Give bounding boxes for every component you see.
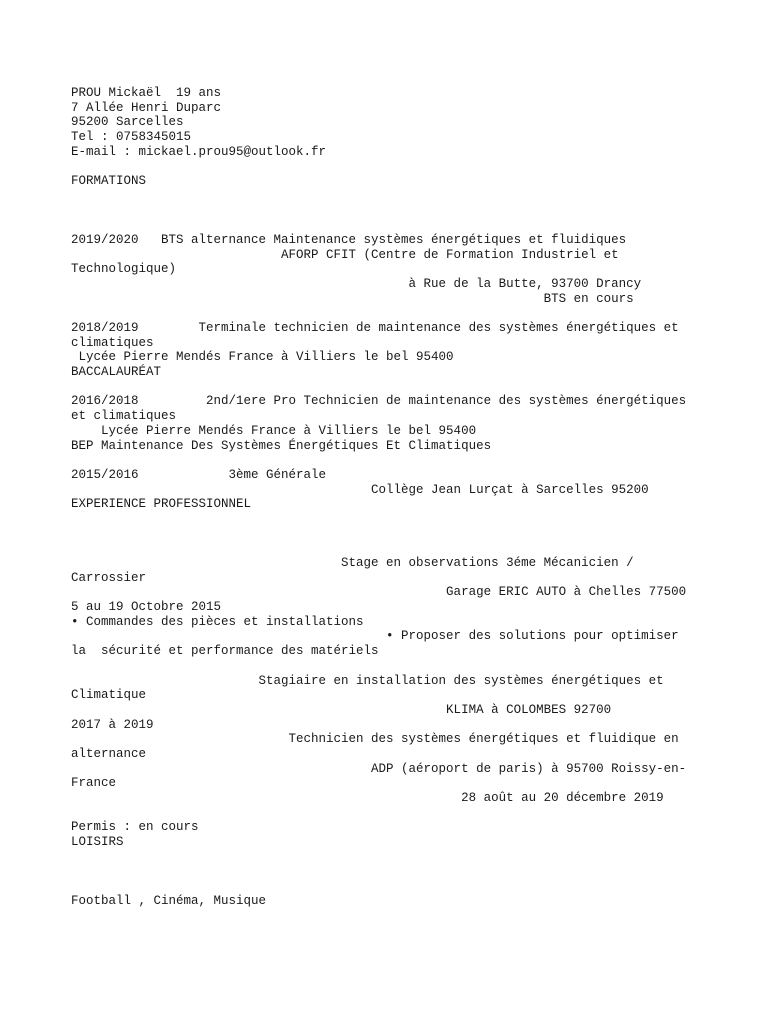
- document-line: BEP Maintenance Des Systèmes Énergétiques Et Climatiques: [71, 438, 492, 453]
- document-line: [71, 541, 711, 556]
- document-line: FORMATIONS: [71, 174, 147, 189]
- document-line: • Proposer des solutions pour optimiser: [71, 629, 679, 644]
- document-line: 7 Allée Henri Duparc: [71, 100, 222, 115]
- document-line: 2017 à 2019: [71, 717, 154, 732]
- document-line: Lycée Pierre Mendés France à Villiers le bel 95400: [71, 423, 477, 438]
- document-line: [71, 864, 711, 879]
- document-line: LOISIRS: [71, 835, 124, 850]
- document-line: Carrossier: [71, 570, 147, 585]
- document-line: 95200 Sarcelles: [71, 115, 184, 130]
- document-line: [71, 527, 711, 542]
- document-line: [71, 850, 711, 865]
- document-line: [71, 879, 711, 894]
- document-line: 2015/2016 3ème Générale: [71, 467, 327, 482]
- document-line: Permis : en cours: [71, 820, 199, 835]
- document-line: Lycée Pierre Mendés France à Villiers le bel 95400: [71, 350, 454, 365]
- document-line: 5 au 19 Octobre 2015: [71, 600, 222, 615]
- document-line: Stagiaire en installation des systèmes énergétiques et: [71, 673, 664, 688]
- document-line: AFORP CFIT (Centre de Formation Industriel et: [71, 247, 619, 262]
- document-line: BTS en cours: [71, 291, 634, 306]
- document-line: climatiques: [71, 335, 154, 350]
- document-line: France: [71, 776, 117, 791]
- document-line: 2016/2018 2nd/1ere Pro Technicien de maintenance des systèmes énergétiques: [71, 394, 687, 409]
- document-line: Garage ERIC AUTO à Chelles 77500: [71, 585, 687, 600]
- document-line: [71, 659, 711, 674]
- document-line: [71, 218, 711, 233]
- document-line: BACCALAURÉAT: [71, 365, 162, 380]
- document-line: Technicien des systèmes énergétiques et fluidique en: [71, 732, 679, 747]
- document-line: PROU Mickaël 19 ans: [71, 86, 222, 100]
- document-line: ADP (aéroport de paris) à 95700 Roissy-en-: [71, 761, 687, 776]
- document-line: à Rue de la Butte, 93700 Drancy: [71, 276, 642, 291]
- document-line: • Commandes des pièces et installations: [71, 614, 364, 629]
- document-line: [71, 189, 711, 204]
- document-line: 2018/2019 Terminale technicien de maintenance des systèmes énergétiques et: [71, 321, 679, 335]
- document-line: [71, 306, 711, 321]
- document-line: [71, 159, 711, 174]
- document-line: 2019/2020 BTS alternance Maintenance systèmes énergétiques et fluidiques: [71, 232, 627, 247]
- document-line: Football , Cinéma, Musique: [71, 893, 267, 908]
- document-line: Technologique): [71, 262, 177, 277]
- document-line: KLIMA à COLOMBES 92700: [71, 702, 612, 717]
- document-line: 28 août au 20 décembre 2019: [71, 791, 664, 805]
- document-line: Stage en observations 3éme Mécanicien /: [71, 556, 634, 570]
- document-line: [71, 453, 711, 468]
- document-line: [71, 512, 711, 527]
- document-line: [71, 380, 711, 395]
- document-line: la sécurité et performance des matériels: [71, 644, 379, 659]
- document-line: E-mail : mickael.prou95@outlook.fr: [71, 144, 327, 159]
- cv-document: [71, 86, 711, 909]
- document-line: Collège Jean Lurçat à Sarcelles 95200: [71, 482, 649, 497]
- document-line: Climatique: [71, 688, 147, 703]
- document-line: EXPERIENCE PROFESSIONNEL: [71, 497, 252, 512]
- document-line: alternance: [71, 746, 147, 761]
- document-line: Tel : 0758345015: [71, 130, 192, 145]
- document-line: [71, 806, 711, 821]
- document-line: et climatiques: [71, 409, 177, 424]
- document-line: [71, 204, 711, 219]
